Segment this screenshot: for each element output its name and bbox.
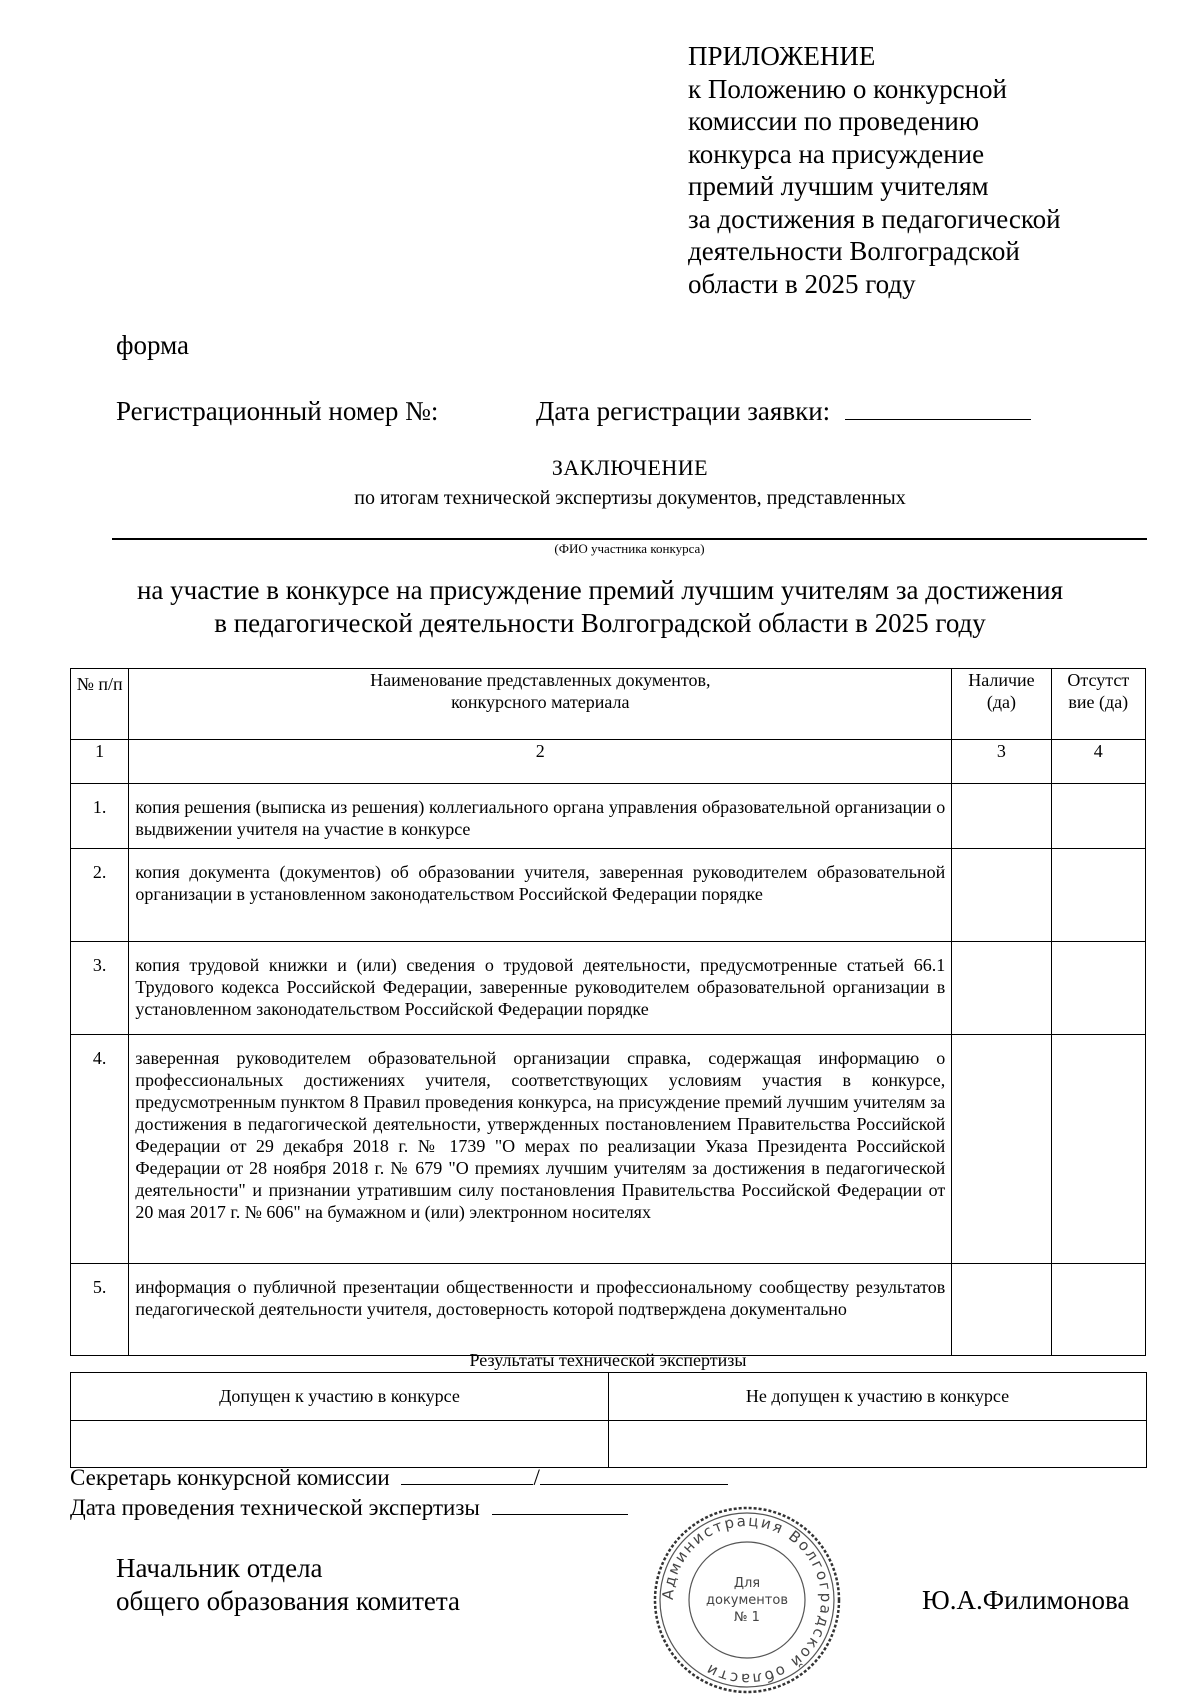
registration-date-label: Дата регистрации заявки: [536, 396, 831, 426]
participant-name-caption: (ФИО участника конкурса) [554, 541, 705, 556]
row-absence-cell[interactable] [1051, 1264, 1145, 1356]
secretary-label: Секретарь конкурсной комиссии [70, 1465, 390, 1490]
row-presence-cell[interactable] [952, 1035, 1051, 1264]
header-document-name: Наименование представленных документов, конкурсного материала [129, 669, 952, 740]
row-document-name: копия трудовой книжки и (или) сведения о трудовой деятельности, предусмотренные статьей 66.1 Трудового кодекса Российской Федерации, заверенные руководителем образовательной организации в установленном законодательством Российской Федерации порядке [129, 942, 952, 1035]
stamp-center-text: документов [706, 1593, 788, 1608]
admitted-header: Допущен к участию в конкурсе [71, 1373, 609, 1421]
row-document-name: заверенная руководителем образовательной организации справка, содержащая информацию о профессиональных достижениях учителя, соответствующих условиям участия в конкурсе, предусмотренным пунктом 8 Правил проведения конкурса, на присуждение премий лучшим учителям за достижения в педагогической деятельности, утвержденных постановлением Правительства Российской Федерации от 29 декабря 2018 г. № 1739 "О мерах по реализации Указа Президента Российской Федерации от 28 ноября 2018 г. № 679 "О премиях лучшим учителям за достижения в педагогической деятельности" и признании утратившим силу постановления Правительства Российской Федерации от 20 мая 2017 г. № 606" на бумажном и (или) электронном носителях [129, 1035, 952, 1264]
registration-date [536, 396, 1031, 427]
row-document-name: информация о публичной презентации общественности и профессиональному сообществу результатов педагогической деятельности учителя, достоверность которой подтверждена документально [129, 1264, 952, 1356]
table-row [71, 1035, 1146, 1264]
appendix-line: премий лучшим учителям [688, 171, 989, 201]
table-index-row [71, 740, 1146, 784]
signer-position [116, 1552, 460, 1618]
header-num: № п/п [71, 669, 129, 740]
conclusion-subtitle: по итогам технической экспертизы документов, представленных [354, 487, 906, 509]
row-document-name: копия решения (выписка из решения) коллегиального органа управления образовательной организации о выдвижении учителя на участие в конкурсе [129, 784, 952, 849]
exam-date-line [70, 1492, 628, 1521]
row-presence-cell[interactable] [952, 849, 1051, 942]
form-label: форма [116, 330, 189, 360]
secretary-signature-field[interactable] [401, 1462, 533, 1485]
appendix-line: ПРИЛОЖЕНИЕ [688, 41, 876, 71]
results-header-row [71, 1373, 1147, 1421]
results-value-row [71, 1421, 1147, 1468]
index-cell: 4 [1051, 740, 1145, 784]
header-presence: Наличие (да) [952, 669, 1051, 740]
exam-date-field[interactable] [492, 1492, 628, 1515]
row-absence-cell[interactable] [1051, 849, 1145, 942]
results-table [70, 1372, 1147, 1468]
row-num: 4. [71, 1035, 129, 1264]
signer-position-line: общего образования комитета [116, 1586, 460, 1616]
index-cell: 1 [71, 740, 129, 784]
row-presence-cell[interactable] [952, 1264, 1051, 1356]
registration-date-field[interactable] [845, 397, 1031, 420]
table-header-row [71, 669, 1146, 740]
table-row [71, 942, 1146, 1035]
row-document-name: копия документа (документов) об образовании учителя, заверенная руководителем образовательной организации в установленном законодательством Российской Федерации порядке [129, 849, 952, 942]
table-row [71, 784, 1146, 849]
appendix-line: области в 2025 году [688, 268, 916, 299]
row-num: 3. [71, 942, 129, 1035]
appendix-heading [688, 40, 1061, 300]
row-presence-cell[interactable] [952, 942, 1051, 1035]
exam-date-label: Дата проведения технической экспертизы [70, 1495, 480, 1520]
results-title: Результаты технической экспертизы [469, 1350, 747, 1370]
documents-table [70, 668, 1146, 1356]
row-absence-cell[interactable] [1051, 784, 1145, 849]
secretary-signature-line [70, 1462, 728, 1491]
appendix-line: деятельности Волгоградской [688, 236, 1020, 266]
participant-name-field[interactable] [112, 538, 1147, 540]
not-admitted-cell[interactable] [609, 1421, 1147, 1468]
stamp-center-text: № 1 [734, 1610, 760, 1625]
appendix-line: за достижения в педагогической [688, 203, 1061, 234]
signer-position-line: Начальник отдела [116, 1553, 323, 1583]
secretary-name-field[interactable] [540, 1462, 728, 1485]
admitted-cell[interactable] [71, 1421, 609, 1468]
index-cell: 2 [129, 740, 952, 784]
row-presence-cell[interactable] [952, 784, 1051, 849]
signer-name: Ю.А.Филимонова [922, 1585, 1130, 1615]
conclusion-title: ЗАКЛЮЧЕНИЕ [551, 455, 709, 480]
appendix-line: конкурса на присуждение [688, 138, 985, 169]
row-num: 2. [71, 849, 129, 942]
header-absence: Отсутст вие (да) [1051, 669, 1145, 740]
table-row [71, 1264, 1146, 1356]
official-stamp [652, 1505, 842, 1695]
participation-line: на участие в конкурсе на присуждение премий лучшим учителям за достижения [136, 575, 1064, 605]
signature-slash: / [533, 1465, 540, 1490]
index-cell: 3 [952, 740, 1051, 784]
table-row [71, 849, 1146, 942]
registration-number-label: Регистрационный номер №: [116, 396, 439, 426]
stamp-outer-text: Администрация Волгоградской области [658, 1511, 836, 1689]
not-admitted-header: Не допущен к участию в конкурсе [609, 1373, 1147, 1421]
participation-line: в педагогической деятельности Волгоградской области в 2025 году [214, 608, 986, 638]
appendix-line: к Положению о конкурсной [688, 73, 1007, 104]
row-num: 5. [71, 1264, 129, 1356]
appendix-line: комиссии по проведению [688, 106, 980, 136]
row-absence-cell[interactable] [1051, 942, 1145, 1035]
row-num: 1. [71, 784, 129, 849]
stamp-center-text: Для [733, 1576, 761, 1591]
participation-statement [0, 574, 1200, 640]
row-absence-cell[interactable] [1051, 1035, 1145, 1264]
